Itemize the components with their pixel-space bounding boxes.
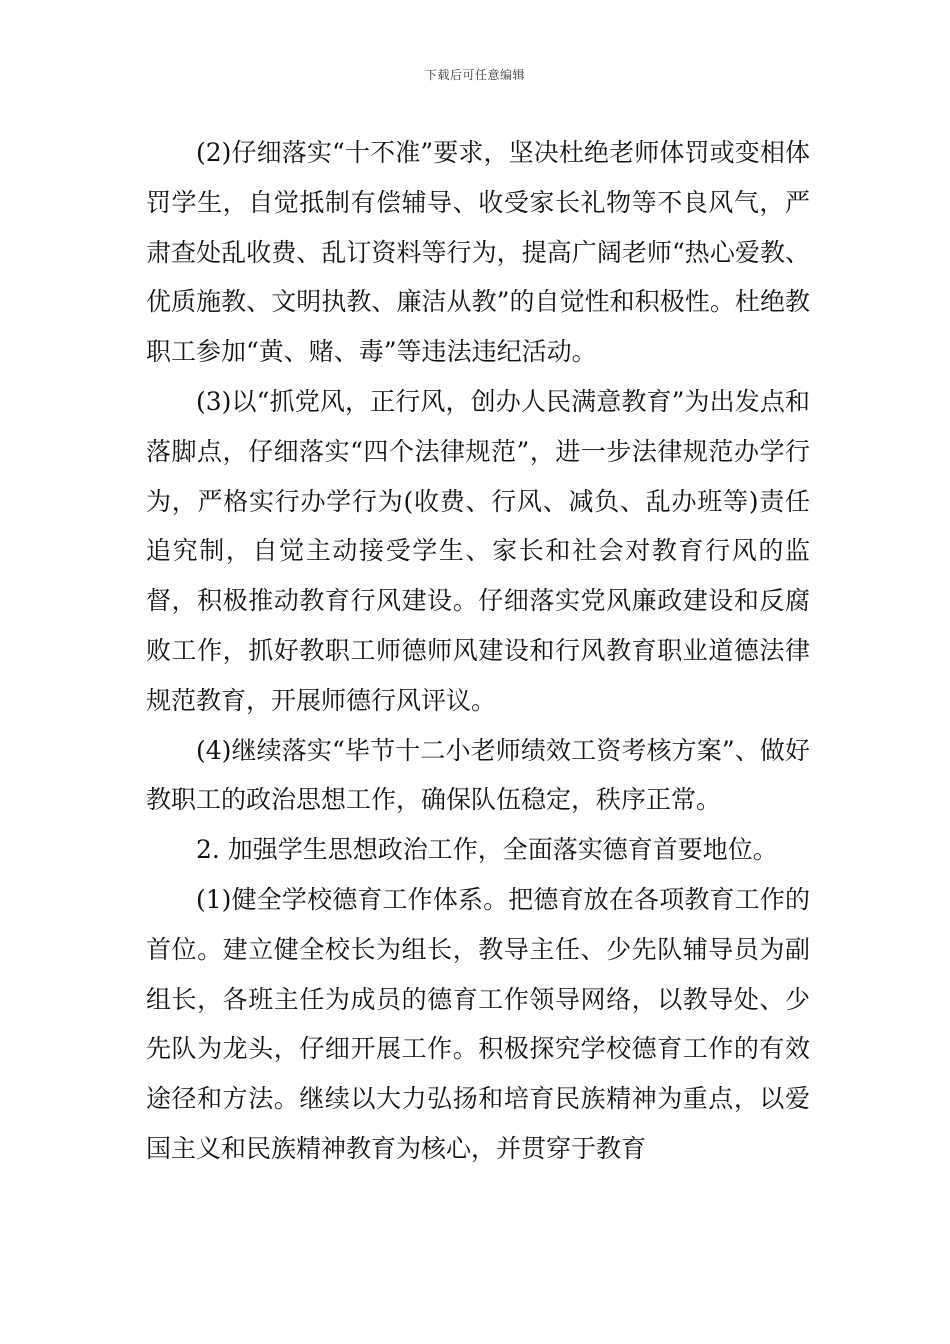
- paragraph-4-assessment: (4)继续落实“毕节十二小老师绩效工资考核方案”、做好教职工的政治思想工作，确保队伍稳定，秩序正常。: [146, 735, 810, 815]
- paragraph-1-moral-system: (1)健全学校德育工作体系。把德育放在各项教育工作的首位。建立健全校长为组长，教导主任、少先队辅导员为副组长，各班主任为成员的德育工作领导网络，以教导处、少先队为龙头，仔细开展工作。积极探究学校德育工作的有效途径和方法。继续以大力弘扬和培育民族精神为重点，以爱国主义和民族精神教育为核心，并贯穿于教育: [146, 884, 810, 1163]
- page-header: 下载后可任意编辑: [424, 68, 525, 82]
- paragraph-2-discipline: (2)仔细落实“十不准”要求，坚决杜绝老师体罚或变相体罚学生，自觉抵制有偿辅导、收受家长礼物等不良风气，严肃查处乱收费、乱订资料等行为，提高广阔老师“热心爱教、优质施教、文明执教、廉洁从教”的自觉性和积极性。杜绝教职工参加“黄、赌、毒”等违法违纪活动。: [146, 138, 810, 367]
- section-heading-moral-education: 2. 加强学生思想政治工作，全面落实德育首要地位。: [196, 835, 778, 865]
- document-body: [146, 128, 810, 1174]
- paragraph-3-conduct: (3)以“抓党风，正行风，创办人民满意教育”为出发点和落脚点，仔细落实“四个法律规范”，进一步法律规范办学行为，严格实行办学行为(收费、行风、减负、乱办班等)责任追究制，自觉主动接受学生、家长和社会对教育行风的监督，积极推动教育行风建设。仔细落实党风廉政建设和反腐败工作，抓好教职工师德师风建设和行风教育职业道德法律规范教育，开展师德行风评议。: [146, 386, 810, 715]
